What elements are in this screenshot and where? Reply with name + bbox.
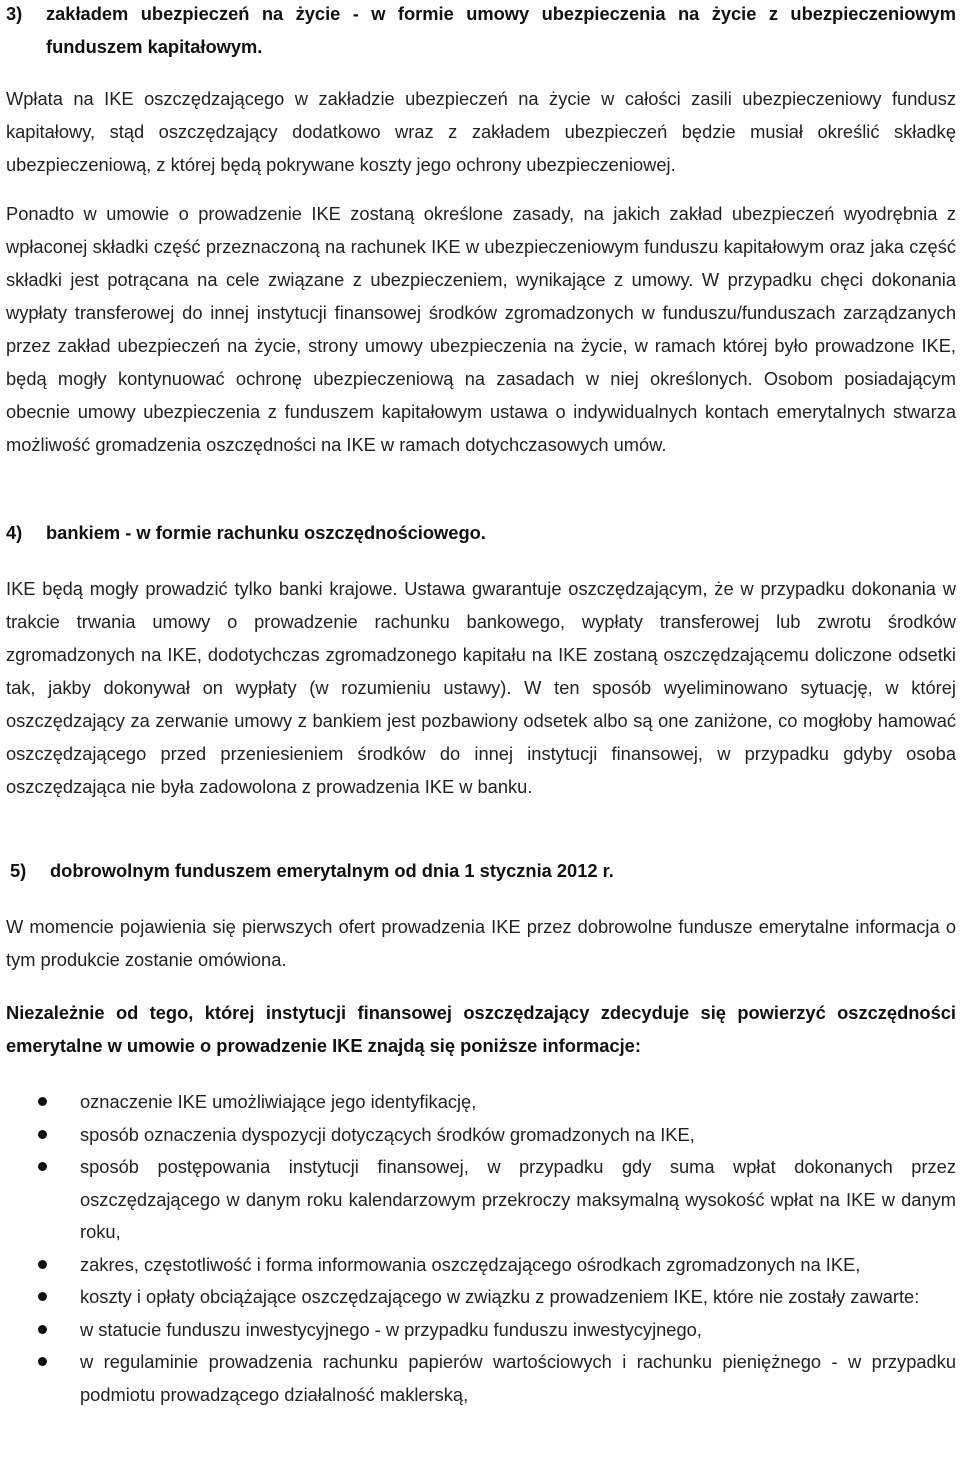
bullet-icon xyxy=(38,1260,47,1269)
list-item xyxy=(6,1346,956,1411)
section-5-paragraph: W momencie pojawienia się pierwszych ofert prowadzenia IKE przez dobrowolne fundusze emerytalne informacja o tym produkcie zostanie omówiona. xyxy=(6,916,956,970)
bullet-icon xyxy=(38,1130,47,1139)
bullet-icon xyxy=(38,1097,47,1106)
section-4-title: bankiem - w formie rachunku oszczędnościowego. xyxy=(46,522,486,543)
bullet-icon xyxy=(38,1325,47,1334)
section-4-number: 4) xyxy=(6,522,23,543)
section-3-number: 3) xyxy=(6,3,23,24)
list-item xyxy=(6,1151,956,1249)
list-item-text: w regulaminie prowadzenia rachunku papierów wartościowych i rachunku pieniężnego - w przypadku podmiotu prowadzącego działalność maklerską, xyxy=(80,1351,956,1405)
bullet-icon xyxy=(38,1292,47,1301)
list-item-text: oznaczenie IKE umożliwiające jego identyfikację, xyxy=(80,1091,477,1112)
list-item-text: sposób postępowania instytucji finansowej, w przypadku gdy suma wpłat dokonanych przez oszczędzającego w danym roku kalendarzowym przekroczy maksymalną wysokość wpłat na IKE w danym roku, xyxy=(80,1156,956,1242)
section-4-paragraph: IKE będą mogły prowadzić tylko banki krajowe. Ustawa gwarantuje oszczędzającym, że w przypadku dokonania w trakcie trwania umowy o prowadzenie rachunku bankowego, wypłaty transferowej lub zwrotu środków zgromadzonych na IKE, dodotychczas zgromadzonego kapitału na IKE zostaną oszczędzającemu doliczone odsetki tak, jakby dokonywał on wypłaty (w rozumieniu ustawy). W ten sposób wyeliminowano sytuację, w której oszczędzający za zerwanie umowy z bankiem jest pozbawiony odsetek albo są one zaniżone, co mogłoby hamować oszczędzającego przed przeniesieniem środków do innej instytucji finansowej, w przypadku gdyby osoba oszczędzająca nie była zadowolona z prowadzenia IKE w banku. xyxy=(6,578,956,797)
list-item-text: zakres, częstotliwość i forma informowania oszczędzającego ośrodkach zgromadzonych na IKE, xyxy=(80,1253,861,1275)
section-4-heading xyxy=(6,516,956,549)
section-3-paragraph-1: Wpłata na IKE oszczędzającego w zakładzie ubezpieczeń na życie w całości zasili ubezpieczeniowy fundusz kapitałowy, stąd oszczędzający dodatkowo wraz z zakładem ubezpieczeń będzie musiał określić składkę ubezpieczeniową, z której będą pokrywane koszty jego ochrony ubezpieczeniowej. xyxy=(6,88,956,175)
list-item xyxy=(6,1086,956,1119)
section-5-title: dobrowolnym funduszem emerytalnym od dnia 1 stycznia 2012 r. xyxy=(50,860,614,881)
summary-heading: Niezależnie od tego, której instytucji finansowej oszczędzający zdecyduje się powierzyć oszczędności emerytalne w umowie o prowadzenie IKE znajdą się poniższe informacje: xyxy=(6,1002,956,1056)
list-item-text: koszty i opłaty obciążające oszczędzającego w związku z prowadzeniem IKE, które nie zostały zawarte: xyxy=(80,1286,920,1307)
section-3-paragraph-2: Ponadto w umowie o prowadzenie IKE zostaną określone zasady, na jakich zakład ubezpieczeń wyodrębnia z wpłaconej składki część przeznaczoną na rachunek IKE w ubezpieczeniowym funduszu kapitałowym oraz jaka część składki jest potrącana na cele związane z ubezpieczeniem, wynikające z umowy. W przypadku chęci dokonania wypłaty transferowej do innej instytucji finansowej środków zgromadzonych w funduszu/funduszach zarządzanych przez zakład ubezpieczeń na życie, strony umowy ubezpieczenia na życie, w ramach której było prowadzone IKE, będą mogły kontynuować ochronę ubezpieczeniową na zasadach w niej określonych. Osobom posiadającym obecnie umowy ubezpieczenia z funduszem kapitałowym ustawa o indywidualnych kontach emerytalnych stwarza możliwość gromadzenia oszczędności na IKE w ramach dotychczasowych umów. xyxy=(6,203,956,455)
list-item xyxy=(6,1314,956,1347)
section-3-heading xyxy=(6,0,956,63)
section-5-number: 5) xyxy=(10,860,27,881)
information-list xyxy=(6,1086,956,1411)
bullet-icon xyxy=(38,1162,47,1171)
list-item-text: sposób oznaczenia dyspozycji dotyczących środków gromadzonych na IKE, xyxy=(80,1123,695,1145)
list-item xyxy=(6,1249,956,1282)
list-item xyxy=(6,1281,956,1314)
section-3-title: zakładem ubezpieczeń na życie - w formie umowy ubezpieczenia na życie z ubezpieczeniowym funduszem kapitałowym. xyxy=(46,3,956,57)
list-item xyxy=(6,1119,956,1152)
list-item-text: w statucie funduszu inwestycyjnego - w przypadku funduszu inwestycyjnego, xyxy=(80,1318,702,1340)
section-5-heading xyxy=(10,854,960,887)
bullet-icon xyxy=(38,1357,47,1366)
